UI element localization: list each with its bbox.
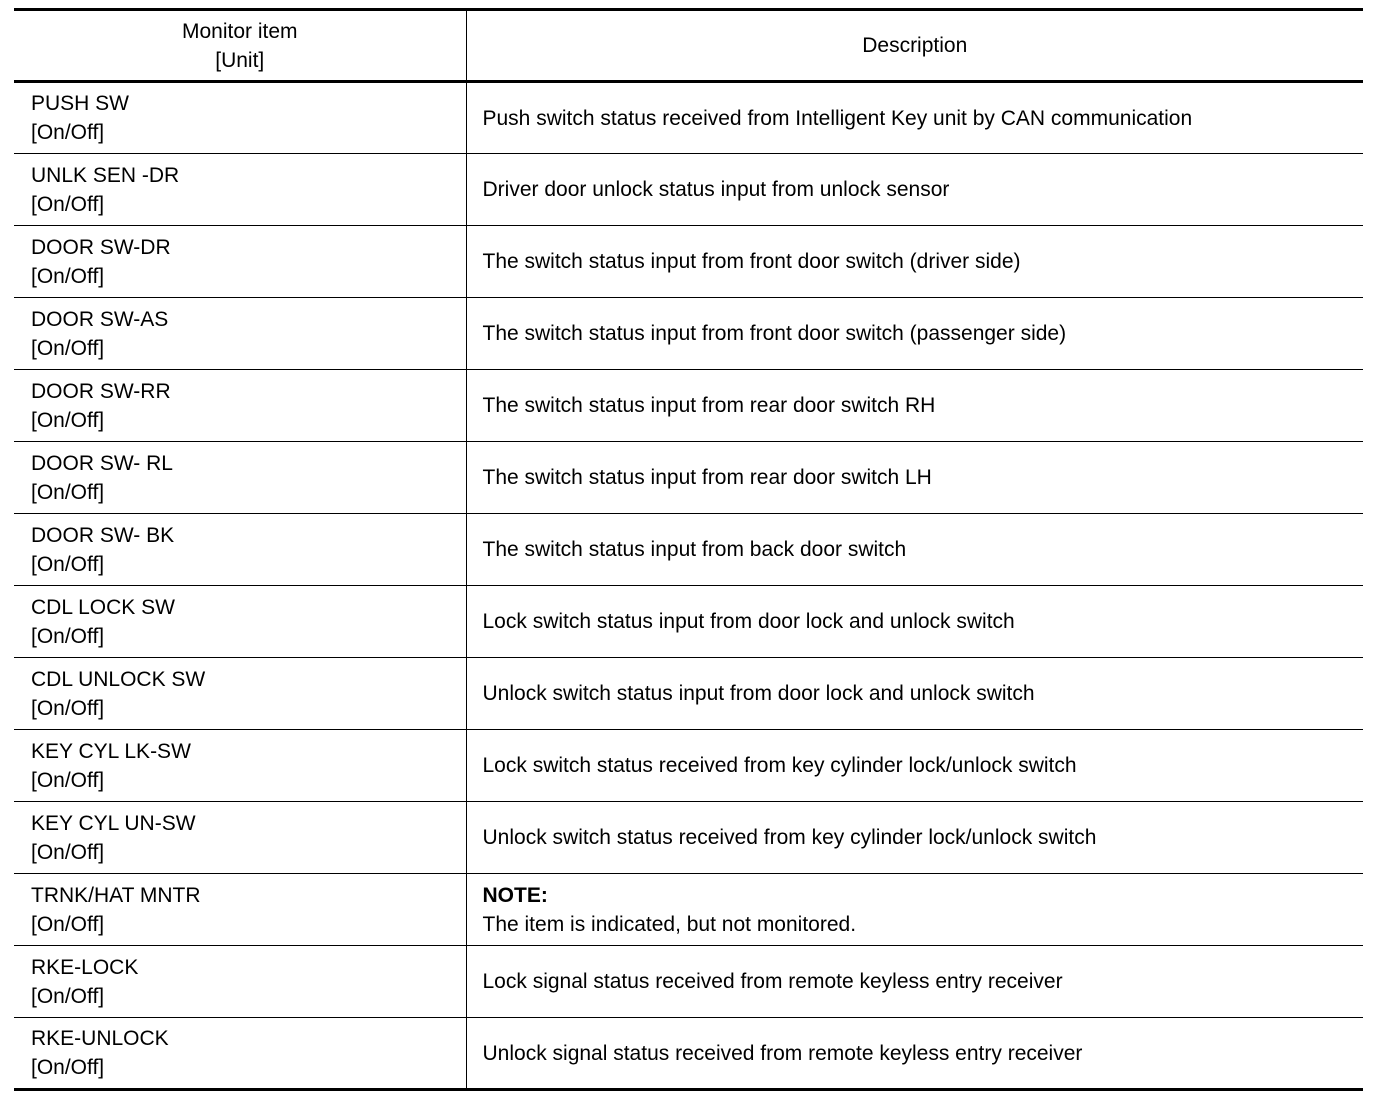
- header-row: [14, 10, 1363, 82]
- monitor-item-name: DOOR SW- RL: [31, 451, 173, 475]
- monitor-item-name: RKE-UNLOCK: [31, 1027, 169, 1050]
- monitor-item-cell: [14, 1018, 466, 1090]
- monitor-item-name: KEY CYL UN-SW: [31, 811, 196, 835]
- monitor-item-unit: [On/Off]: [31, 408, 105, 432]
- monitor-item-cell: [14, 298, 466, 370]
- table-row: [14, 802, 1363, 874]
- monitor-item-name: DOOR SW-AS: [31, 307, 169, 331]
- monitor-item-table: [14, 8, 1363, 1091]
- monitor-item-table-container: [14, 8, 1363, 1091]
- monitor-item-cell: [14, 586, 466, 658]
- header-unit-label: [Unit]: [215, 48, 265, 72]
- description-cell: Lock signal status received from remote keyless entry receiver: [466, 946, 1363, 1018]
- description-cell: Driver door unlock status input from unlock sensor: [466, 154, 1363, 226]
- monitor-item-name: DOOR SW-DR: [31, 235, 171, 259]
- table-header: [14, 10, 1363, 82]
- header-monitor-item: [14, 10, 466, 82]
- monitor-item-name: PUSH SW: [31, 92, 130, 115]
- monitor-item-name: DOOR SW- BK: [31, 523, 175, 547]
- monitor-item-cell: [14, 946, 466, 1018]
- table-row: [14, 442, 1363, 514]
- monitor-item-cell: [14, 802, 466, 874]
- monitor-item-cell: [14, 154, 466, 226]
- monitor-item-name: UNLK SEN -DR: [31, 163, 180, 187]
- monitor-item-cell: [14, 658, 466, 730]
- table-row: [14, 370, 1363, 442]
- description-cell: The switch status input from rear door switch RH: [466, 370, 1363, 442]
- description-cell: Unlock switch status input from door lock and unlock switch: [466, 658, 1363, 730]
- monitor-item-cell: [14, 730, 466, 802]
- monitor-item-unit: [On/Off]: [31, 696, 105, 720]
- description-cell: Unlock switch status received from key cylinder lock/unlock switch: [466, 802, 1363, 874]
- note-text: The item is indicated, but not monitored.: [482, 912, 857, 936]
- monitor-item-unit: [On/Off]: [31, 912, 105, 936]
- monitor-item-cell: [14, 442, 466, 514]
- monitor-item-unit: [On/Off]: [31, 984, 105, 1008]
- table-row: [14, 82, 1363, 154]
- table-row: [14, 298, 1363, 370]
- monitor-item-cell: [14, 370, 466, 442]
- monitor-item-unit: [On/Off]: [31, 121, 105, 144]
- description-cell: Unlock signal status received from remote keyless entry receiver: [466, 1018, 1363, 1090]
- table-body: [14, 82, 1363, 1090]
- description-cell: The switch status input from back door switch: [466, 514, 1363, 586]
- monitor-item-cell: [14, 82, 466, 154]
- monitor-item-unit: [On/Off]: [31, 840, 105, 864]
- monitor-item-name: TRNK/HAT MNTR: [31, 883, 201, 907]
- table-row: [14, 946, 1363, 1018]
- table-row: [14, 730, 1363, 802]
- monitor-item-name: KEY CYL LK-SW: [31, 739, 191, 763]
- description-cell: Push switch status received from Intelligent Key unit by CAN communication: [466, 82, 1363, 154]
- monitor-item-unit: [On/Off]: [31, 552, 105, 576]
- table-row: [14, 154, 1363, 226]
- header-description: Description: [466, 10, 1363, 82]
- header-monitor-item-label: Monitor item: [181, 19, 298, 43]
- table-row: [14, 874, 1363, 946]
- description-cell: The switch status input from front door switch (passenger side): [466, 298, 1363, 370]
- description-cell: Lock switch status received from key cylinder lock/unlock switch: [466, 730, 1363, 802]
- monitor-item-name: CDL UNLOCK SW: [31, 667, 206, 691]
- description-cell: [466, 874, 1363, 946]
- monitor-item-unit: [On/Off]: [31, 336, 105, 360]
- description-cell: The switch status input from front door switch (driver side): [466, 226, 1363, 298]
- monitor-item-unit: [On/Off]: [31, 768, 105, 792]
- monitor-item-cell: [14, 226, 466, 298]
- table-row: [14, 514, 1363, 586]
- monitor-item-unit: [On/Off]: [31, 480, 105, 504]
- table-row: [14, 586, 1363, 658]
- monitor-item-unit: [On/Off]: [31, 1056, 105, 1079]
- description-cell: The switch status input from rear door switch LH: [466, 442, 1363, 514]
- monitor-item-unit: [On/Off]: [31, 264, 105, 288]
- monitor-item-name: DOOR SW-RR: [31, 379, 171, 403]
- table-row: [14, 226, 1363, 298]
- monitor-item-unit: [On/Off]: [31, 624, 105, 648]
- description-cell: Lock switch status input from door lock and unlock switch: [466, 586, 1363, 658]
- monitor-item-cell: [14, 874, 466, 946]
- monitor-item-name: CDL LOCK SW: [31, 595, 175, 619]
- table-row: [14, 1018, 1363, 1090]
- monitor-item-unit: [On/Off]: [31, 192, 105, 216]
- table-row: [14, 658, 1363, 730]
- monitor-item-cell: [14, 514, 466, 586]
- note-label: NOTE:: [482, 883, 548, 907]
- monitor-item-name: RKE-LOCK: [31, 955, 139, 979]
